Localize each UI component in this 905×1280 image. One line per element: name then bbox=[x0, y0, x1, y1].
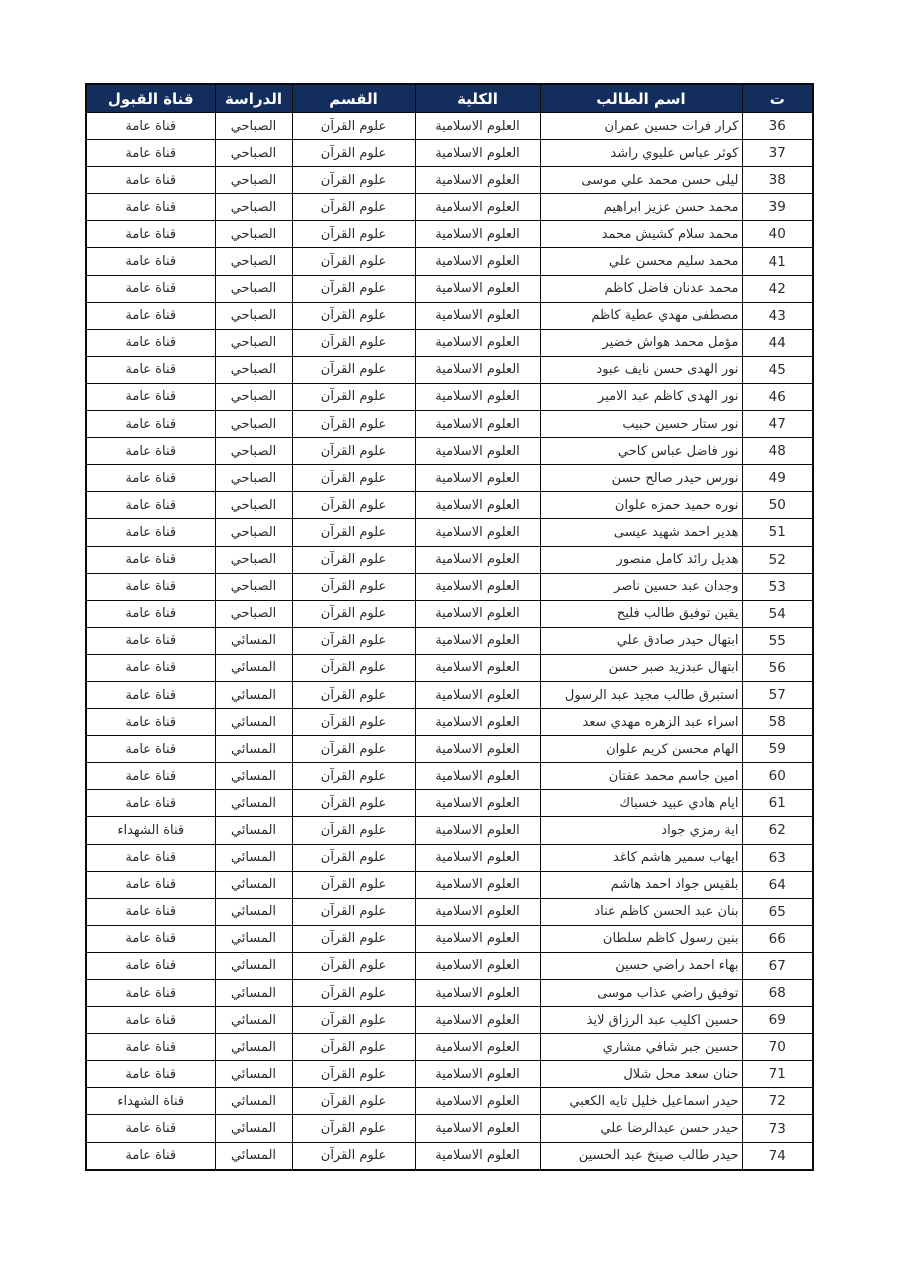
student-name-cell: بنين رسول كاظم سلطان bbox=[540, 925, 742, 952]
college-cell: العلوم الاسلامية bbox=[415, 681, 540, 708]
department-cell: علوم القرآن bbox=[292, 302, 415, 329]
admission-channel-cell: قناة عامة bbox=[86, 790, 215, 817]
admission-channel-cell: قناة عامة bbox=[86, 1115, 215, 1142]
header-number: ت bbox=[742, 84, 813, 113]
table-row bbox=[86, 709, 813, 736]
college-cell: العلوم الاسلامية bbox=[415, 113, 540, 140]
table-row bbox=[86, 844, 813, 871]
college-cell: العلوم الاسلامية bbox=[415, 736, 540, 763]
table-row bbox=[86, 140, 813, 167]
department-cell: علوم القرآن bbox=[292, 1115, 415, 1142]
student-name-cell: استبرق طالب مجيد عبد الرسول bbox=[540, 681, 742, 708]
college-cell: العلوم الاسلامية bbox=[415, 383, 540, 410]
student-name-cell: مصطفى مهدي عطية كاظم bbox=[540, 302, 742, 329]
table-row bbox=[86, 383, 813, 410]
college-cell: العلوم الاسلامية bbox=[415, 519, 540, 546]
department-cell: علوم القرآن bbox=[292, 275, 415, 302]
college-cell: العلوم الاسلامية bbox=[415, 248, 540, 275]
study-cell: الصباحي bbox=[215, 438, 292, 465]
row-number-cell: 56 bbox=[742, 654, 813, 681]
student-name-cell: نور الهدى حسن نايف عبود bbox=[540, 356, 742, 383]
admission-channel-cell: قناة عامة bbox=[86, 654, 215, 681]
college-cell: العلوم الاسلامية bbox=[415, 844, 540, 871]
student-name-cell: نور فاضل عباس كاحي bbox=[540, 438, 742, 465]
row-number-cell: 64 bbox=[742, 871, 813, 898]
college-cell: العلوم الاسلامية bbox=[415, 925, 540, 952]
student-name-cell: ليلى حسن محمد علي موسى bbox=[540, 167, 742, 194]
row-number-cell: 59 bbox=[742, 736, 813, 763]
study-cell: الصباحي bbox=[215, 600, 292, 627]
department-cell: علوم القرآن bbox=[292, 438, 415, 465]
department-cell: علوم القرآن bbox=[292, 844, 415, 871]
student-name-cell: نور ستار حسين حبيب bbox=[540, 411, 742, 438]
department-cell: علوم القرآن bbox=[292, 709, 415, 736]
college-cell: العلوم الاسلامية bbox=[415, 356, 540, 383]
student-name-cell: كرار فرات حسين عمران bbox=[540, 113, 742, 140]
row-number-cell: 53 bbox=[742, 573, 813, 600]
student-name-cell: حسين جبر شافي مشاري bbox=[540, 1034, 742, 1061]
study-cell: الصباحي bbox=[215, 546, 292, 573]
table-row bbox=[86, 1115, 813, 1142]
student-name-cell: هدير احمد شهيد عيسى bbox=[540, 519, 742, 546]
row-number-cell: 54 bbox=[742, 600, 813, 627]
college-cell: العلوم الاسلامية bbox=[415, 1142, 540, 1170]
department-cell: علوم القرآن bbox=[292, 1142, 415, 1170]
table-row bbox=[86, 356, 813, 383]
student-name-cell: بهاء احمد راضي حسين bbox=[540, 952, 742, 979]
header-study: الدراسة bbox=[215, 84, 292, 113]
row-number-cell: 67 bbox=[742, 952, 813, 979]
row-number-cell: 47 bbox=[742, 411, 813, 438]
admission-channel-cell: قناة عامة bbox=[86, 329, 215, 356]
department-cell: علوم القرآن bbox=[292, 925, 415, 952]
department-cell: علوم القرآن bbox=[292, 113, 415, 140]
admission-channel-cell: قناة عامة bbox=[86, 1007, 215, 1034]
student-name-cell: محمد عدنان فاضل كاظم bbox=[540, 275, 742, 302]
college-cell: العلوم الاسلامية bbox=[415, 1061, 540, 1088]
study-cell: المسائي bbox=[215, 980, 292, 1007]
table-row bbox=[86, 1007, 813, 1034]
admission-channel-cell: قناة عامة bbox=[86, 1061, 215, 1088]
department-cell: علوم القرآن bbox=[292, 654, 415, 681]
study-cell: المسائي bbox=[215, 925, 292, 952]
department-cell: علوم القرآن bbox=[292, 898, 415, 925]
table-row bbox=[86, 681, 813, 708]
table-row bbox=[86, 1034, 813, 1061]
row-number-cell: 62 bbox=[742, 817, 813, 844]
college-cell: العلوم الاسلامية bbox=[415, 763, 540, 790]
department-cell: علوم القرآن bbox=[292, 980, 415, 1007]
row-number-cell: 66 bbox=[742, 925, 813, 952]
row-number-cell: 74 bbox=[742, 1142, 813, 1170]
table-header bbox=[86, 84, 813, 113]
study-cell: الصباحي bbox=[215, 302, 292, 329]
row-number-cell: 48 bbox=[742, 438, 813, 465]
row-number-cell: 37 bbox=[742, 140, 813, 167]
college-cell: العلوم الاسلامية bbox=[415, 1007, 540, 1034]
department-cell: علوم القرآن bbox=[292, 600, 415, 627]
row-number-cell: 49 bbox=[742, 465, 813, 492]
admission-channel-cell: قناة عامة bbox=[86, 438, 215, 465]
department-cell: علوم القرآن bbox=[292, 952, 415, 979]
header-row bbox=[86, 84, 813, 113]
student-name-cell: نورس حيدر صالح حسن bbox=[540, 465, 742, 492]
study-cell: المسائي bbox=[215, 627, 292, 654]
row-number-cell: 63 bbox=[742, 844, 813, 871]
student-name-cell: مؤمل محمد هواش خضير bbox=[540, 329, 742, 356]
college-cell: العلوم الاسلامية bbox=[415, 302, 540, 329]
student-name-cell: بلقيس جواد احمد هاشم bbox=[540, 871, 742, 898]
row-number-cell: 46 bbox=[742, 383, 813, 410]
admission-channel-cell: قناة عامة bbox=[86, 302, 215, 329]
college-cell: العلوم الاسلامية bbox=[415, 465, 540, 492]
department-cell: علوم القرآن bbox=[292, 140, 415, 167]
table-row bbox=[86, 871, 813, 898]
student-name-cell: حسين اكليب عبد الرزاق لايذ bbox=[540, 1007, 742, 1034]
department-cell: علوم القرآن bbox=[292, 763, 415, 790]
study-cell: الصباحي bbox=[215, 113, 292, 140]
department-cell: علوم القرآن bbox=[292, 411, 415, 438]
student-name-cell: حيدر اسماعيل خليل تايه الكعبي bbox=[540, 1088, 742, 1115]
study-cell: الصباحي bbox=[215, 573, 292, 600]
admission-channel-cell: قناة عامة bbox=[86, 844, 215, 871]
department-cell: علوم القرآن bbox=[292, 627, 415, 654]
table-row bbox=[86, 1061, 813, 1088]
row-number-cell: 45 bbox=[742, 356, 813, 383]
student-name-cell: امين جاسم محمد عفتان bbox=[540, 763, 742, 790]
table-row bbox=[86, 573, 813, 600]
admission-channel-cell: قناة عامة bbox=[86, 980, 215, 1007]
table-row bbox=[86, 600, 813, 627]
department-cell: علوم القرآن bbox=[292, 221, 415, 248]
admission-channel-cell: قناة عامة bbox=[86, 1142, 215, 1170]
college-cell: العلوم الاسلامية bbox=[415, 492, 540, 519]
student-name-cell: حنان سعد محل شلال bbox=[540, 1061, 742, 1088]
department-cell: علوم القرآن bbox=[292, 1061, 415, 1088]
student-name-cell: ابتهال حيدر صادق علي bbox=[540, 627, 742, 654]
header-student-name: اسم الطالب bbox=[540, 84, 742, 113]
study-cell: المسائي bbox=[215, 1061, 292, 1088]
department-cell: علوم القرآن bbox=[292, 519, 415, 546]
department-cell: علوم القرآن bbox=[292, 167, 415, 194]
study-cell: المسائي bbox=[215, 871, 292, 898]
row-number-cell: 71 bbox=[742, 1061, 813, 1088]
row-number-cell: 43 bbox=[742, 302, 813, 329]
student-name-cell: نوره حميد حمزه علوان bbox=[540, 492, 742, 519]
study-cell: المسائي bbox=[215, 1007, 292, 1034]
department-cell: علوم القرآن bbox=[292, 871, 415, 898]
department-cell: علوم القرآن bbox=[292, 383, 415, 410]
table-row bbox=[86, 113, 813, 140]
table-body bbox=[86, 113, 813, 1170]
department-cell: علوم القرآن bbox=[292, 465, 415, 492]
study-cell: الصباحي bbox=[215, 383, 292, 410]
department-cell: علوم القرآن bbox=[292, 817, 415, 844]
student-name-cell: اية رمزي جواد bbox=[540, 817, 742, 844]
department-cell: علوم القرآن bbox=[292, 329, 415, 356]
admission-channel-cell: قناة عامة bbox=[86, 573, 215, 600]
header-college: الكلية bbox=[415, 84, 540, 113]
row-number-cell: 61 bbox=[742, 790, 813, 817]
study-cell: الصباحي bbox=[215, 167, 292, 194]
college-cell: العلوم الاسلامية bbox=[415, 1034, 540, 1061]
table-row bbox=[86, 167, 813, 194]
table-row bbox=[86, 194, 813, 221]
row-number-cell: 40 bbox=[742, 221, 813, 248]
admission-channel-cell: قناة عامة bbox=[86, 275, 215, 302]
row-number-cell: 57 bbox=[742, 681, 813, 708]
department-cell: علوم القرآن bbox=[292, 356, 415, 383]
college-cell: العلوم الاسلامية bbox=[415, 871, 540, 898]
admission-channel-cell: قناة عامة bbox=[86, 221, 215, 248]
student-name-cell: هديل رائد كامل منصور bbox=[540, 546, 742, 573]
table-row bbox=[86, 654, 813, 681]
department-cell: علوم القرآن bbox=[292, 492, 415, 519]
college-cell: العلوم الاسلامية bbox=[415, 167, 540, 194]
admission-channel-cell: قناة عامة bbox=[86, 709, 215, 736]
college-cell: العلوم الاسلامية bbox=[415, 709, 540, 736]
admission-channel-cell: قناة عامة bbox=[86, 356, 215, 383]
study-cell: الصباحي bbox=[215, 275, 292, 302]
row-number-cell: 60 bbox=[742, 763, 813, 790]
admission-channel-cell: قناة عامة bbox=[86, 546, 215, 573]
department-cell: علوم القرآن bbox=[292, 248, 415, 275]
admission-channel-cell: قناة عامة bbox=[86, 492, 215, 519]
college-cell: العلوم الاسلامية bbox=[415, 627, 540, 654]
table-row bbox=[86, 898, 813, 925]
study-cell: المسائي bbox=[215, 790, 292, 817]
college-cell: العلوم الاسلامية bbox=[415, 438, 540, 465]
student-name-cell: وجدان عبد حسين ناصر bbox=[540, 573, 742, 600]
study-cell: المسائي bbox=[215, 952, 292, 979]
table-row bbox=[86, 275, 813, 302]
student-name-cell: كوثر عباس عليوي راشد bbox=[540, 140, 742, 167]
college-cell: العلوم الاسلامية bbox=[415, 573, 540, 600]
table-row bbox=[86, 736, 813, 763]
table-row bbox=[86, 925, 813, 952]
department-cell: علوم القرآن bbox=[292, 1034, 415, 1061]
row-number-cell: 41 bbox=[742, 248, 813, 275]
study-cell: المسائي bbox=[215, 654, 292, 681]
college-cell: العلوم الاسلامية bbox=[415, 1088, 540, 1115]
table-row bbox=[86, 763, 813, 790]
study-cell: المسائي bbox=[215, 763, 292, 790]
admission-channel-cell: قناة عامة bbox=[86, 167, 215, 194]
admission-channel-cell: قناة عامة bbox=[86, 194, 215, 221]
study-cell: الصباحي bbox=[215, 194, 292, 221]
row-number-cell: 38 bbox=[742, 167, 813, 194]
department-cell: علوم القرآن bbox=[292, 1088, 415, 1115]
student-name-cell: محمد سليم محسن علي bbox=[540, 248, 742, 275]
admission-channel-cell: قناة عامة bbox=[86, 600, 215, 627]
row-number-cell: 52 bbox=[742, 546, 813, 573]
row-number-cell: 44 bbox=[742, 329, 813, 356]
college-cell: العلوم الاسلامية bbox=[415, 600, 540, 627]
table-row bbox=[86, 1142, 813, 1170]
college-cell: العلوم الاسلامية bbox=[415, 140, 540, 167]
study-cell: الصباحي bbox=[215, 221, 292, 248]
study-cell: الصباحي bbox=[215, 140, 292, 167]
admission-channel-cell: قناة عامة bbox=[86, 140, 215, 167]
college-cell: العلوم الاسلامية bbox=[415, 194, 540, 221]
row-number-cell: 58 bbox=[742, 709, 813, 736]
study-cell: الصباحي bbox=[215, 329, 292, 356]
table-row bbox=[86, 546, 813, 573]
study-cell: المسائي bbox=[215, 1115, 292, 1142]
table-row bbox=[86, 627, 813, 654]
admission-channel-cell: قناة عامة bbox=[86, 383, 215, 410]
college-cell: العلوم الاسلامية bbox=[415, 221, 540, 248]
table-row bbox=[86, 492, 813, 519]
college-cell: العلوم الاسلامية bbox=[415, 898, 540, 925]
college-cell: العلوم الاسلامية bbox=[415, 1115, 540, 1142]
college-cell: العلوم الاسلامية bbox=[415, 980, 540, 1007]
department-cell: علوم القرآن bbox=[292, 736, 415, 763]
department-cell: علوم القرآن bbox=[292, 573, 415, 600]
study-cell: المسائي bbox=[215, 1088, 292, 1115]
student-name-cell: نور الهدى كاظم عبد الامير bbox=[540, 383, 742, 410]
row-number-cell: 69 bbox=[742, 1007, 813, 1034]
department-cell: علوم القرآن bbox=[292, 681, 415, 708]
students-table bbox=[85, 83, 814, 1171]
row-number-cell: 50 bbox=[742, 492, 813, 519]
study-cell: الصباحي bbox=[215, 465, 292, 492]
college-cell: العلوم الاسلامية bbox=[415, 329, 540, 356]
student-name-cell: حيدر حسن عبدالرضا علي bbox=[540, 1115, 742, 1142]
table-row bbox=[86, 329, 813, 356]
table-row bbox=[86, 1088, 813, 1115]
admission-channel-cell: قناة عامة bbox=[86, 465, 215, 492]
study-cell: الصباحي bbox=[215, 519, 292, 546]
student-name-cell: ابتهال عبدزيد صبر حسن bbox=[540, 654, 742, 681]
study-cell: الصباحي bbox=[215, 248, 292, 275]
admission-channel-cell: قناة عامة bbox=[86, 736, 215, 763]
table-row bbox=[86, 519, 813, 546]
student-name-cell: اسراء عبد الزهره مهدي سعد bbox=[540, 709, 742, 736]
student-name-cell: بنان عبد الحسن كاظم عناد bbox=[540, 898, 742, 925]
student-name-cell: يقين توفيق طالب فليح bbox=[540, 600, 742, 627]
student-name-cell: ايهاب سمير هاشم كاغد bbox=[540, 844, 742, 871]
admission-channel-cell: قناة عامة bbox=[86, 248, 215, 275]
row-number-cell: 55 bbox=[742, 627, 813, 654]
admission-channel-cell: قناة عامة bbox=[86, 113, 215, 140]
admission-channel-cell: قناة عامة bbox=[86, 871, 215, 898]
row-number-cell: 51 bbox=[742, 519, 813, 546]
row-number-cell: 68 bbox=[742, 980, 813, 1007]
study-cell: المسائي bbox=[215, 898, 292, 925]
student-name-cell: محمد حسن عزيز ابراهيم bbox=[540, 194, 742, 221]
admission-channel-cell: قناة عامة bbox=[86, 519, 215, 546]
admission-channel-cell: قناة عامة bbox=[86, 411, 215, 438]
study-cell: الصباحي bbox=[215, 411, 292, 438]
department-cell: علوم القرآن bbox=[292, 546, 415, 573]
study-cell: المسائي bbox=[215, 736, 292, 763]
student-name-cell: توفيق راضي عذاب موسى bbox=[540, 980, 742, 1007]
student-name-cell: ايام هادي عبيد خسباك bbox=[540, 790, 742, 817]
table-row bbox=[86, 817, 813, 844]
row-number-cell: 72 bbox=[742, 1088, 813, 1115]
college-cell: العلوم الاسلامية bbox=[415, 411, 540, 438]
table-row bbox=[86, 411, 813, 438]
admission-channel-cell: قناة الشهداء bbox=[86, 817, 215, 844]
row-number-cell: 70 bbox=[742, 1034, 813, 1061]
admission-channel-cell: قناة عامة bbox=[86, 763, 215, 790]
table-row bbox=[86, 465, 813, 492]
student-name-cell: حيدر طالب صينخ عبد الحسين bbox=[540, 1142, 742, 1170]
study-cell: المسائي bbox=[215, 709, 292, 736]
department-cell: علوم القرآن bbox=[292, 790, 415, 817]
row-number-cell: 42 bbox=[742, 275, 813, 302]
table-row bbox=[86, 790, 813, 817]
college-cell: العلوم الاسلامية bbox=[415, 952, 540, 979]
table-row bbox=[86, 980, 813, 1007]
row-number-cell: 65 bbox=[742, 898, 813, 925]
study-cell: المسائي bbox=[215, 1142, 292, 1170]
admission-channel-cell: قناة الشهداء bbox=[86, 1088, 215, 1115]
table-row bbox=[86, 248, 813, 275]
student-name-cell: الهام محسن كريم علوان bbox=[540, 736, 742, 763]
college-cell: العلوم الاسلامية bbox=[415, 546, 540, 573]
admission-channel-cell: قناة عامة bbox=[86, 1034, 215, 1061]
study-cell: المسائي bbox=[215, 817, 292, 844]
table-row bbox=[86, 438, 813, 465]
row-number-cell: 39 bbox=[742, 194, 813, 221]
admission-channel-cell: قناة عامة bbox=[86, 681, 215, 708]
header-department: القسم bbox=[292, 84, 415, 113]
study-cell: المسائي bbox=[215, 1034, 292, 1061]
admission-channel-cell: قناة عامة bbox=[86, 898, 215, 925]
study-cell: الصباحي bbox=[215, 492, 292, 519]
header-admission-channel: قناة القبول bbox=[86, 84, 215, 113]
study-cell: الصباحي bbox=[215, 356, 292, 383]
admission-channel-cell: قناة عامة bbox=[86, 627, 215, 654]
table-row bbox=[86, 302, 813, 329]
row-number-cell: 73 bbox=[742, 1115, 813, 1142]
student-name-cell: محمد سلام كشيش محمد bbox=[540, 221, 742, 248]
table-row bbox=[86, 952, 813, 979]
college-cell: العلوم الاسلامية bbox=[415, 817, 540, 844]
study-cell: المسائي bbox=[215, 681, 292, 708]
study-cell: المسائي bbox=[215, 844, 292, 871]
department-cell: علوم القرآن bbox=[292, 194, 415, 221]
admission-channel-cell: قناة عامة bbox=[86, 925, 215, 952]
row-number-cell: 36 bbox=[742, 113, 813, 140]
college-cell: العلوم الاسلامية bbox=[415, 790, 540, 817]
admission-channel-cell: قناة عامة bbox=[86, 952, 215, 979]
table-row bbox=[86, 221, 813, 248]
department-cell: علوم القرآن bbox=[292, 1007, 415, 1034]
college-cell: العلوم الاسلامية bbox=[415, 654, 540, 681]
college-cell: العلوم الاسلامية bbox=[415, 275, 540, 302]
